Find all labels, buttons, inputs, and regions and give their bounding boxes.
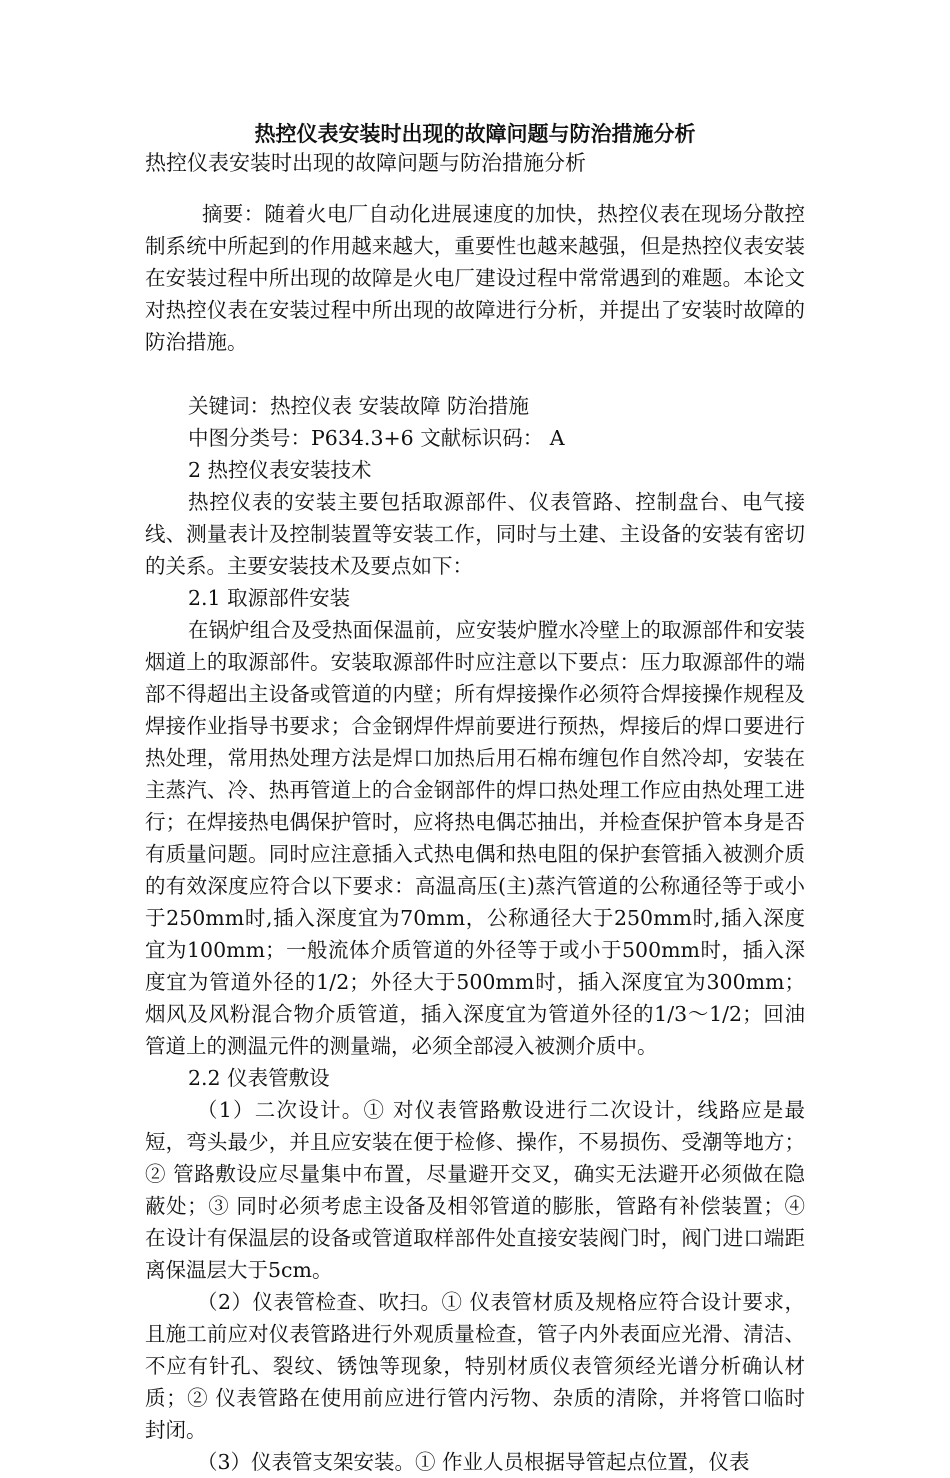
list-item-2: （2）仪表管检查、吹扫。① 仪表管材质及规格应符合设计要求，且施工前应对仪表管路进行外观质量检查，管子内外表面应光滑、清洁、不应有针孔、裂纹、锈蚀等现象，特别材质仪表管须经光谱分析确认材质；② 仪表管路在使用前应进行管内污物、杂质的清除，并将管口临时封闭。 bbox=[145, 1290, 805, 1442]
list-item-3: （3）仪表管支架安装。① 作业人员根据导管起点位置，仪表 bbox=[197, 1450, 750, 1474]
keywords-line: 关键词：热控仪表 安装故障 防治措施 bbox=[188, 394, 530, 418]
spacer bbox=[145, 358, 805, 390]
section-2-heading: 2 热控仪表安装技术 bbox=[188, 458, 372, 482]
classification-line: 中图分类号：P634.3+6 文献标识码： A bbox=[188, 426, 565, 450]
section-2-1-paragraph: 在锅炉组合及受热面保温前，应安装炉膛水冷壁上的取源部件和安装烟道上的取源部件。安装取源部件时应注意以下要点：压力取源部件的端部不得超出主设备或管道的内壁；所有焊接操作必须符合焊接操作规程及焊接作业指导书要求；合金钢焊件焊前要进行预热，焊接后的焊口要进行热处理，常用热处理方法是焊口加热后用石棉布缠包作自然冷却，安装在主蒸汽、冷、热再管道上的合金钢部件的焊口热处理工作应由热处理工进行；在焊接热电偶保护管时，应将热电偶芯抽出，并检查保护管本身是否有质量问题。同时应注意插入式热电偶和热电阻的保护套管插入被测介质的有效深度应符合以下要求：高温高压(主)蒸汽管道的公称通径等于或小于250mm时,插入深度宜为70mm，公称通径大于250mm时,插入深度宜为100mm；一般流体介质管道的外径等于或小于500mm时，插入深度宜为管道外径的1/2；外径大于500mm时，插入深度宜为300mm；烟风及风粉混合物介质管道，插入深度宜为管道外径的1/3～1/2；回油管道上的测温元件的测量端，必须全部浸入被测介质中。 bbox=[145, 618, 805, 1058]
document-subtitle: 热控仪表安装时出现的故障问题与防治措施分析 bbox=[145, 151, 586, 175]
section-2-1-heading: 2.1 取源部件安装 bbox=[188, 586, 351, 610]
section-2-paragraph: 热控仪表的安装主要包括取源部件、仪表管路、控制盘台、电气接线、测量表计及控制装置等安装工作，同时与土建、主设备的安装有密切的关系。主要安装技术及要点如下： bbox=[145, 490, 805, 578]
document-title: 热控仪表安装时出现的故障问题与防治措施分析 bbox=[254, 121, 696, 146]
abstract-paragraph: 摘要：随着火电厂自动化进展速度的加快，热控仪表在现场分散控制系统中所起到的作用越来越大，重要性也越来越强，但是热控仪表安装在安装过程中所出现的故障是火电厂建设过程中常常遇到的难题。本论文对热控仪表在安装过程中所出现的故障进行分析，并提出了安装时故障的防治措施。 bbox=[145, 202, 805, 354]
section-2-2-heading: 2.2 仪表管敷设 bbox=[188, 1066, 330, 1090]
document-body bbox=[145, 198, 805, 1478]
list-item-1: （1）二次设计。① 对仪表管路敷设进行二次设计，线路应是最短，弯头最少，并且应安装在便于检修、操作，不易损伤、受潮等地方；② 管路敷设应尽量集中布置，尽量避开交叉，确实无法避开必须做在隐蔽处；③ 同时必须考虑主设备及相邻管道的膨胀，管路有补偿装置；④ 在设计有保温层的设备或管道取样部件处直接安装阀门时，阀门进口端距离保温层大于5cm。 bbox=[145, 1098, 805, 1282]
